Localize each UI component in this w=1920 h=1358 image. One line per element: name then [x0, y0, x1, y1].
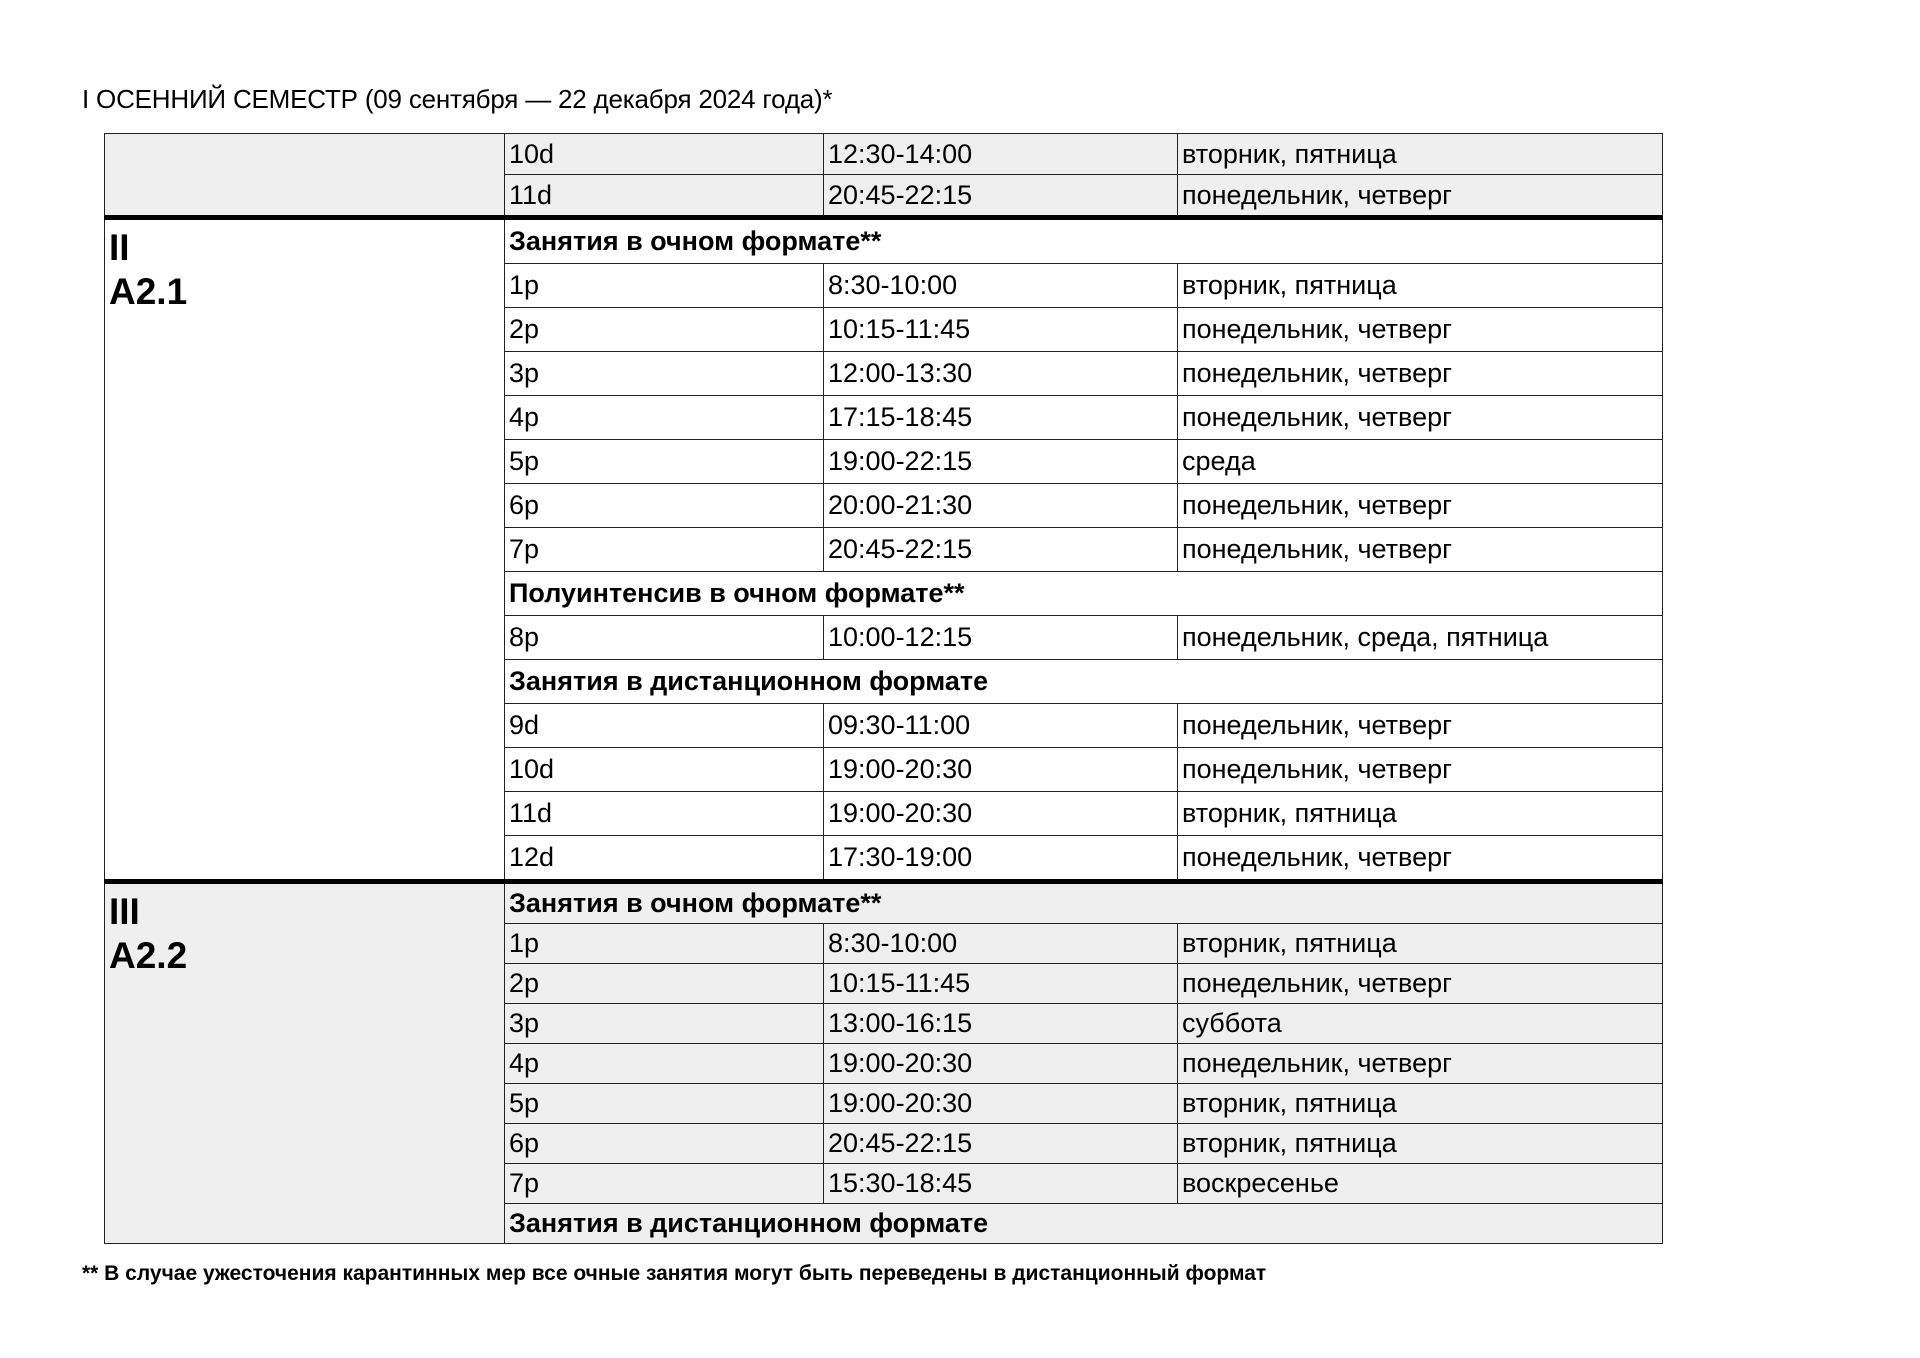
group-code-cell: 1p [505, 924, 824, 964]
time-cell: 19:00-20:30 [824, 792, 1178, 836]
format-heading: Занятия в дистанционном формате [505, 1204, 1663, 1244]
days-cell: понедельник, четверг [1178, 352, 1663, 396]
days-cell: вторник, пятница [1178, 792, 1663, 836]
time-cell: 13:00-16:15 [824, 1004, 1178, 1044]
group-code-cell: 5p [505, 440, 824, 484]
days-cell: понедельник, четверг [1178, 528, 1663, 572]
time-cell: 10:15-11:45 [824, 964, 1178, 1004]
group-code-cell: 11d [505, 175, 824, 218]
table-row [105, 134, 1663, 175]
format-heading: Занятия в очном формате** [505, 882, 1663, 924]
time-cell: 12:30-14:00 [824, 134, 1178, 175]
group-code-cell: 11d [505, 792, 824, 836]
time-cell: 8:30-10:00 [824, 924, 1178, 964]
format-heading: Занятия в дистанционном формате [505, 660, 1663, 704]
time-cell: 20:45-22:15 [824, 175, 1178, 218]
section-heading-row [105, 882, 1663, 924]
group-code-cell: 10d [505, 748, 824, 792]
time-cell: 17:15-18:45 [824, 396, 1178, 440]
format-heading: Полуинтенсив в очном формате** [505, 572, 1663, 616]
footnote: ** В случае ужесточения карантинных мер все очные занятия могут быть переведены в дистанционный формат [82, 1262, 1267, 1285]
group-code-cell: 4p [505, 396, 824, 440]
group-code-cell: 9d [505, 704, 824, 748]
time-cell: 20:45-22:15 [824, 528, 1178, 572]
group-code-cell: 1p [505, 264, 824, 308]
format-heading: Занятия в очном формате** [505, 218, 1663, 264]
group-code-cell: 2p [505, 308, 824, 352]
days-cell: понедельник, четверг [1178, 836, 1663, 882]
time-cell: 09:30-11:00 [824, 704, 1178, 748]
days-cell: вторник, пятница [1178, 134, 1663, 175]
group-code-cell: 10d [505, 134, 824, 175]
days-cell: среда [1178, 440, 1663, 484]
level-code: A2.2 [109, 935, 188, 977]
time-cell: 15:30-18:45 [824, 1164, 1178, 1204]
days-cell: воскресенье [1178, 1164, 1663, 1204]
level-number: III [109, 891, 140, 932]
group-code-cell: 4p [505, 1044, 824, 1084]
group-code-cell: 2p [505, 964, 824, 1004]
time-cell: 10:00-12:15 [824, 616, 1178, 660]
group-code-cell: 12d [505, 836, 824, 882]
days-cell: понедельник, четверг [1178, 748, 1663, 792]
time-cell: 19:00-20:30 [824, 1044, 1178, 1084]
time-cell: 8:30-10:00 [824, 264, 1178, 308]
time-cell: 20:45-22:15 [824, 1124, 1178, 1164]
time-cell: 10:15-11:45 [824, 308, 1178, 352]
level-cell [105, 218, 505, 882]
group-code-cell: 6p [505, 1124, 824, 1164]
time-cell: 17:30-19:00 [824, 836, 1178, 882]
days-cell: понедельник, среда, пятница [1178, 616, 1663, 660]
level-code: A2.1 [109, 271, 188, 313]
days-cell: вторник, пятница [1178, 1124, 1663, 1164]
schedule-table [104, 133, 1663, 1244]
group-code-cell: 3p [505, 352, 824, 396]
group-code-cell: 6p [505, 484, 824, 528]
days-cell: понедельник, четверг [1178, 704, 1663, 748]
group-code-cell: 8p [505, 616, 824, 660]
group-code-cell: 7p [505, 1164, 824, 1204]
days-cell: суббота [1178, 1004, 1663, 1044]
time-cell: 19:00-20:30 [824, 748, 1178, 792]
level-number: II [109, 227, 130, 268]
days-cell: понедельник, четверг [1178, 1044, 1663, 1084]
semester-title: I ОСЕННИЙ СЕМЕСТР (09 сентября — 22 декабря 2024 года)* [82, 84, 833, 114]
days-cell: понедельник, четверг [1178, 175, 1663, 218]
level-cell [105, 882, 505, 1244]
days-cell: понедельник, четверг [1178, 308, 1663, 352]
group-code-cell: 5p [505, 1084, 824, 1124]
group-code-cell: 3p [505, 1004, 824, 1044]
days-cell: понедельник, четверг [1178, 964, 1663, 1004]
days-cell: вторник, пятница [1178, 1084, 1663, 1124]
days-cell: понедельник, четверг [1178, 396, 1663, 440]
group-code-cell: 7p [505, 528, 824, 572]
level-cell [105, 134, 505, 218]
time-cell: 20:00-21:30 [824, 484, 1178, 528]
days-cell: понедельник, четверг [1178, 484, 1663, 528]
days-cell: вторник, пятница [1178, 924, 1663, 964]
time-cell: 12:00-13:30 [824, 352, 1178, 396]
section-heading-row [105, 218, 1663, 264]
time-cell: 19:00-22:15 [824, 440, 1178, 484]
days-cell: вторник, пятница [1178, 264, 1663, 308]
time-cell: 19:00-20:30 [824, 1084, 1178, 1124]
